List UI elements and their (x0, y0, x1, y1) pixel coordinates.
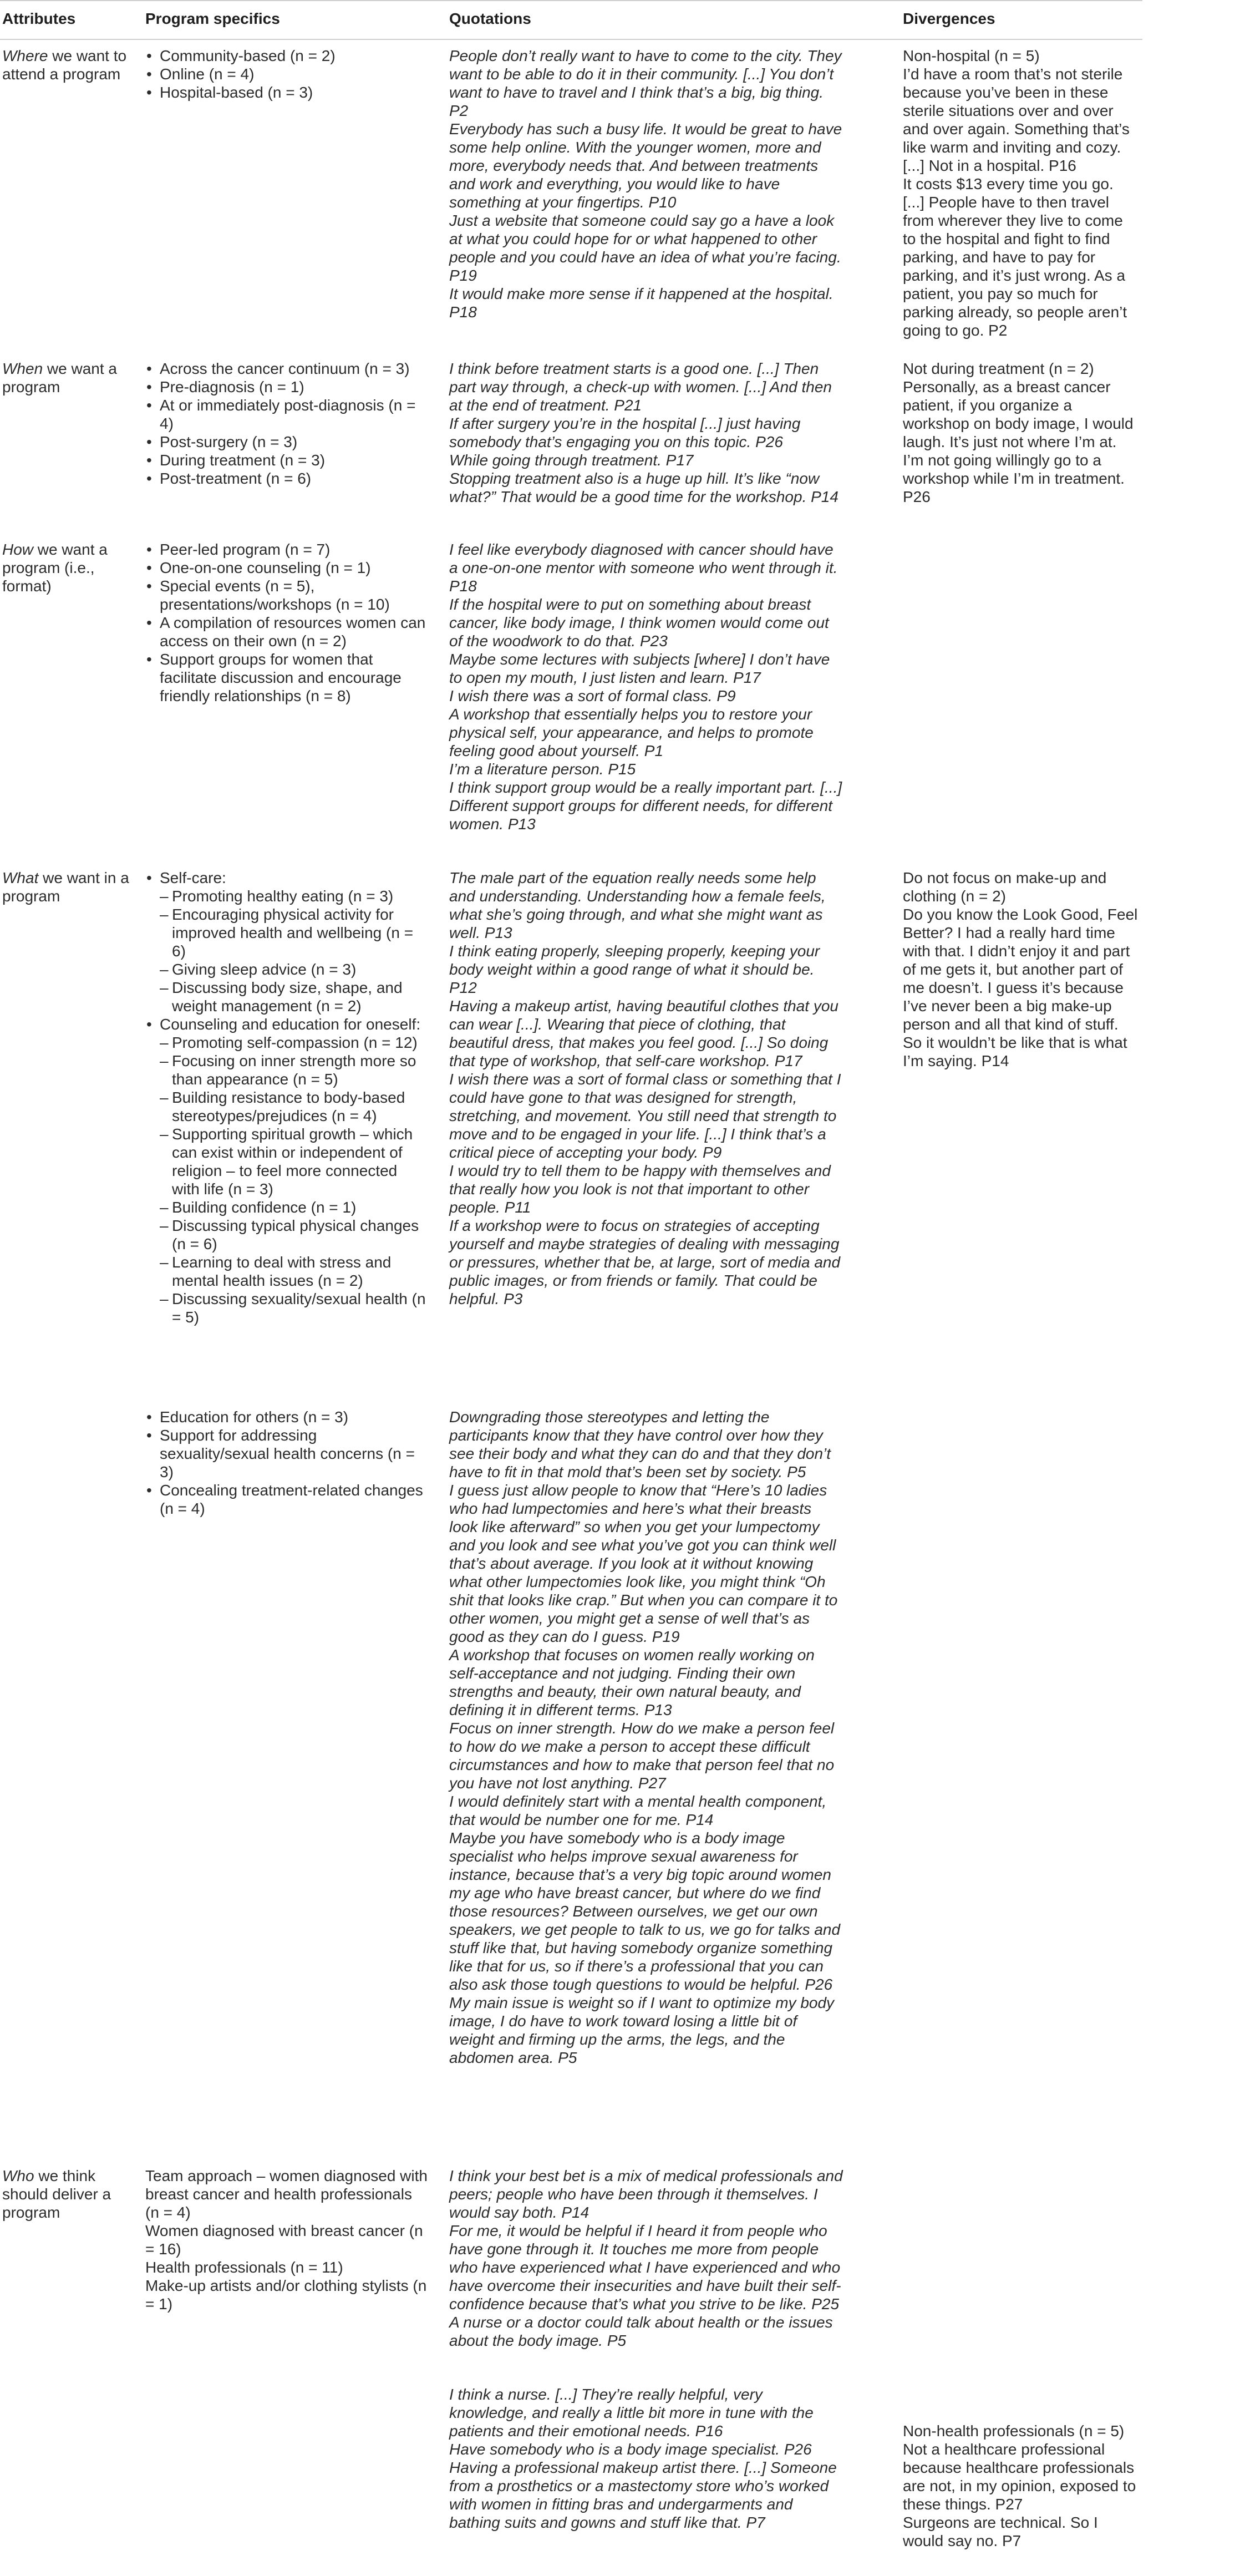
quotation: Just a website that someone could say go a have a look at what you could hope for or what happened to other people and you could have an idea of what you’re facing. P19 (449, 212, 841, 284)
row-how-attribute: How we want a program (i.e., format) (2, 541, 108, 595)
divergence-quote: Do you know the Look Good, Feel Better? I had a really hard time with that. I didn’t enjoy it and part of me gets it, but another part of me doesn’t. I guess it’s because I’ve never been a big make-up person and all that kind of stuff. So it wouldn’t be like that is what I’m saying. P14 (903, 906, 1138, 1069)
row-when-attribute: When we want a program (2, 360, 118, 395)
quotation: If after surgery you’re in the hospital [...] just having somebody that’s engaging you on this topic. P26 (449, 415, 801, 450)
row-where-quotations (449, 47, 844, 321)
row-where-specifics (145, 47, 428, 102)
divergence-quote: It costs $13 every time you go. [...] People have to then travel from wherever they live to come to the hospital and fight to find parking, and have to pay for parking, and it’s just wrong. As a patient, you pay so much for parking already, so people aren’t going to go. P2 (903, 175, 1127, 339)
divergence-quote: I’d have a room that’s not sterile because you’ve been in these sterile situations over and over and over again. Something that’s like warm and inviting and cozy. [...] Not in a hospital. P16 (903, 65, 1130, 174)
table-top-rule (0, 0, 1142, 1)
quotation: People don’t really want to have to come to the city. They want to be able to do it in their community. [...] You don’t want to have to travel and I think that’s a big, big thing. P2 (449, 47, 842, 119)
column-header-attributes: Attributes (2, 10, 76, 27)
quotation: Maybe some lectures with subjects [where] I don’t have to open my mouth, I just listen and learn. P17 (449, 651, 830, 686)
quotation: I think eating properly, sleeping properly, keeping your body weight within a good range of what it should be. P12 (449, 942, 820, 996)
list-item: • A compilation of resources women can access on their own (n = 2) (145, 613, 428, 650)
sub-list-item: – Encouraging physical activity for improved health and wellbeing (n = 6) (160, 905, 428, 960)
list-item: • Support groups for women that facilitate discussion and encourage friendly relationships (n = 8) (145, 650, 428, 705)
column-header-quotations: Quotations (449, 10, 531, 27)
row-what-quotations-continued (449, 1408, 844, 2067)
sub-list-item: – Building confidence (n = 1) (160, 1198, 428, 1216)
sub-list-item: – Discussing typical physical changes (n = 6) (160, 1216, 428, 1253)
divergence-label: Non-health professionals (n = 5) (903, 2422, 1125, 2440)
sub-list-item: – Promoting healthy eating (n = 3) (160, 887, 428, 905)
quotation: Stopping treatment also is a huge up hill. It’s like “now what?” That would be a good time for the workshop. P14 (449, 470, 838, 505)
row-what-divergences (903, 869, 1139, 1070)
quotation: Having a makeup artist, having beautiful clothes that you can wear [...]. Wearing that piece of clothing, that beautiful dress, that makes you feel good. [...] So doing that type of workshop, that self-care workshop. P17 (449, 997, 838, 1069)
list-item: • Across the cancer continuum (n = 3) (145, 359, 428, 378)
sub-list-item: – Supporting spiritual growth – which can exist within or independent of religion – to feel more connected with life (n = 3) (160, 1125, 428, 1198)
quotation: I would try to tell them to be happy with themselves and that really how you look is not that important to other people. P11 (449, 1162, 831, 1216)
quotation: I think a nurse. [...] They’re really helpful, very knowledge, and really a little bit more in tune with the patients and their emotional needs. P16 (449, 2386, 814, 2440)
quotation: Downgrading those stereotypes and letting the participants know that they have control over how they see their body and what they can do and that they don’t have to fit in that mold that’s been set by society. P5 (449, 1408, 831, 1480)
quotation: I wish there was a sort of formal class or something that I could have gone to that was designed for strength, stretching, and movement. You still need that strength to move and to be engaged in your life. [...] I think that’s a critical piece of accepting your body. P9 (449, 1071, 841, 1161)
quotation: While going through treatment. P17 (449, 452, 694, 469)
sub-list-item: – Giving sleep advice (n = 3) (160, 960, 428, 978)
list-item: • Special events (n = 5), presentations/workshops (n = 10) (145, 577, 428, 613)
list-item: • Hospital-based (n = 3) (145, 83, 428, 102)
quotation: I think before treatment starts is a good one. [...] Then part way through, a check-up with women. [...] And then at the end of treatment. P21 (449, 360, 832, 414)
quotation: Everybody has such a busy life. It would be great to have some help online. With the younger women, more and more, everybody needs that. And between treatments and work and everything, you would like to have something at your fingertips. P10 (449, 120, 842, 211)
sub-list-item: – Building resistance to body-based stereotypes/prejudices (n = 4) (160, 1088, 428, 1125)
quotation: I think your best bet is a mix of medical professionals and peers; people who have been through it themselves. I would say both. P14 (449, 2167, 843, 2221)
quotation: I guess just allow people to know that “Here’s 10 ladies who had lumpectomies and here’s what their breasts look like afterward” so when you get your lumpectomy and you look and see what you’ve got you can think well that’s about average. If you look at it without knowing what other lumpectomies look like, you might think “Oh shit that looks like crap.” But when you can compare it to other women, you might get a sense of well that’s as good as they can do I guess. P19 (449, 1482, 838, 1645)
list-item: • Pre-diagnosis (n = 1) (145, 378, 428, 396)
quotation: Have somebody who is a body image specialist. P26 (449, 2441, 812, 2458)
divergence-label: Non-hospital (n = 5) (903, 47, 1040, 64)
quotation: A workshop that focuses on women really working on self-acceptance and not judging. Finding their own strengths and beauty, their own natural beauty, and defining it in different terms. P13 (449, 1646, 815, 1718)
list-item: • Concealing treatment-related changes (n = 4) (145, 1481, 428, 1518)
row-who-attribute: Who we think should deliver a program (2, 2167, 111, 2221)
row-who-quotations (449, 2167, 844, 2350)
quotation: A nurse or a doctor could talk about health or the issues about the body image. P5 (449, 2314, 833, 2349)
row-what-specifics (145, 869, 428, 1326)
row-where-divergences (903, 47, 1139, 339)
row-what-attribute: What we want in a program (2, 869, 129, 905)
self-care-sublist (160, 887, 428, 1015)
list-item: • Peer-led program (n = 7) (145, 540, 428, 559)
row-who-specifics (145, 2167, 428, 2313)
sub-list-item: – Discussing sexuality/sexual health (n = 5) (160, 1290, 428, 1326)
sub-list-item: – Discussing body size, shape, and weight management (n = 2) (160, 978, 428, 1015)
quotation: Having a professional makeup artist there. [...] Someone from a prosthetics or a mastectomy store who’s worked with women in fitting bras and undergarments and bathing suits and gowns and stuff like that. P7 (449, 2459, 837, 2531)
row-who-divergences (903, 2422, 1139, 2550)
quotation: I feel like everybody diagnosed with cancer should have a one-on-one mentor with someone who went through it. P18 (449, 541, 838, 595)
row-how-quotations (449, 540, 844, 833)
sub-list-item: – Focusing on inner strength more so than appearance (n = 5) (160, 1052, 428, 1088)
quotation: Maybe you have somebody who is a body image specialist who helps improve sexual awareness for instance, because that’s a very big topic around women my age who have breast cancer, but where do we find those resources? Between ourselves, we get our own speakers, we get people to talk to us, we go for talks and stuff like that, but having somebody organize something like that for us, so if there’s a professional that you can also ask those tough questions to would be helpful. P26 (449, 1829, 841, 1993)
list-item: Team approach – women diagnosed with breast cancer and health professionals (n = 4) (145, 2167, 428, 2221)
list-item: • Post-surgery (n = 3) (145, 433, 428, 451)
row-when-specifics (145, 359, 428, 488)
column-header-divergences: Divergences (903, 10, 995, 27)
list-item: Health professionals (n = 11) (145, 2259, 343, 2276)
quotation: It would make more sense if it happened at the hospital. P18 (449, 285, 834, 321)
list-item: • Community-based (n = 2) (145, 47, 428, 65)
row-where-attribute: Where we want to attend a program (2, 47, 127, 83)
quotation: If the hospital were to put on something about breast cancer, like body image, I think women would come out of the woodwork to do that. P23 (449, 596, 829, 650)
list-item: • One-on-one counseling (n = 1) (145, 559, 428, 577)
sub-list-item: – Promoting self-compassion (n = 12) (160, 1033, 428, 1052)
divergence-quote: Personally, as a breast cancer patient, if you organize a workshop on body image, I would laugh. It’s just not where I’m at. I’m not going willingly go to a workshop while I’m in treatment. P26 (903, 378, 1134, 505)
list-item: Make-up artists and/or clothing stylists (n = 1) (145, 2277, 427, 2313)
divergence-label: Not during treatment (n = 2) (903, 360, 1094, 377)
quotation: The male part of the equation really needs some help and understanding. Understanding how a female feels, what she’s going through, and what she might want as well. P13 (449, 869, 826, 941)
divergence-label: Do not focus on make-up and clothing (n = 2) (903, 869, 1107, 905)
quotation: If a workshop were to focus on strategies of accepting yourself and maybe strategies of dealing with messaging or pressures, whether that be, at large, sort of media and public images, or from friends or family. That could be helpful. P3 (449, 1217, 841, 1307)
quotation: A workshop that essentially helps you to restore your physical self, your appearance, and helps to promote feeling good about yourself. P1 (449, 706, 814, 759)
row-when-quotations (449, 359, 844, 506)
list-item: • At or immediately post-diagnosis (n = 4) (145, 396, 428, 433)
list-item: Women diagnosed with breast cancer (n = 16) (145, 2222, 423, 2258)
quotation: Focus on inner strength. How do we make a person feel to how do we make a person to accept these difficult circumstances and how to make that person feel that no you have not lost anything. P27 (449, 1720, 835, 1792)
list-item: • Education for others (n = 3) (145, 1408, 428, 1426)
row-when-divergences (903, 359, 1139, 506)
list-item: • Counseling and education for oneself: – Promoting self-compassion (n = 12) – Focusing on inner strength more so than appearance (n = 5) – Building resistance to body-based stereotypes/prejudices (n = 4) – Supporting spiritual growth – which can exist within or independent of religion – to feel more connected with life (n = 3) – Building confidence (n = 1) – Discussing typical physical changes (n = 6) – Learning to deal with stress and mental health issues (n = 2) – Discussing sexuality/sexual health (n = 5) (145, 1015, 428, 1326)
quotation: My main issue is weight so if I want to optimize my body image, I do have to work toward losing a little bit of weight and firming up the arms, the legs, and the abdomen area. P5 (449, 1994, 835, 2066)
list-item: • Online (n = 4) (145, 65, 428, 83)
row-who-quotations-continued (449, 2385, 844, 2532)
list-item: • Support for addressing sexuality/sexual health concerns (n = 3) (145, 1426, 428, 1481)
quotation: I would definitely start with a mental health component, that would be number one for me. P14 (449, 1793, 827, 1828)
divergence-quote: Not a healthcare professional because healthcare professionals are not, in my opinion, exposed to these things. P27 (903, 2441, 1136, 2513)
divergence-quote: Surgeons are technical. So I would say no. P7 (903, 2514, 1098, 2549)
column-header-program-specifics: Program specifics (145, 10, 280, 27)
row-what-quotations (449, 869, 844, 1308)
list-item: • During treatment (n = 3) (145, 451, 428, 469)
row-what-specifics-continued (145, 1408, 428, 1518)
counseling-sublist (160, 1033, 428, 1326)
list-item: • Post-treatment (n = 6) (145, 469, 428, 488)
quotation: I think support group would be a really important part. [...] Different support groups for different needs, for different women. P13 (449, 779, 842, 833)
list-item: • Self-care: – Promoting healthy eating (n = 3) – Encouraging physical activity for improved health and wellbeing (n = 6) – Giving sleep advice (n = 3) – Discussing body size, shape, and weight management (n = 2) (145, 869, 428, 1015)
header-rule (0, 39, 1142, 40)
row-how-specifics (145, 540, 428, 705)
sub-list-item: – Learning to deal with stress and mental health issues (n = 2) (160, 1253, 428, 1290)
quotation: For me, it would be helpful if I heard it from people who have gone through it. It touches me more from people who have experienced what I have experienced and who have overcome their insecurities and have built their self-confidence because that’s what you strive to be like. P25 (449, 2222, 841, 2313)
quotation: I wish there was a sort of formal class. P9 (449, 687, 736, 704)
quotation: I’m a literature person. P15 (449, 760, 636, 778)
